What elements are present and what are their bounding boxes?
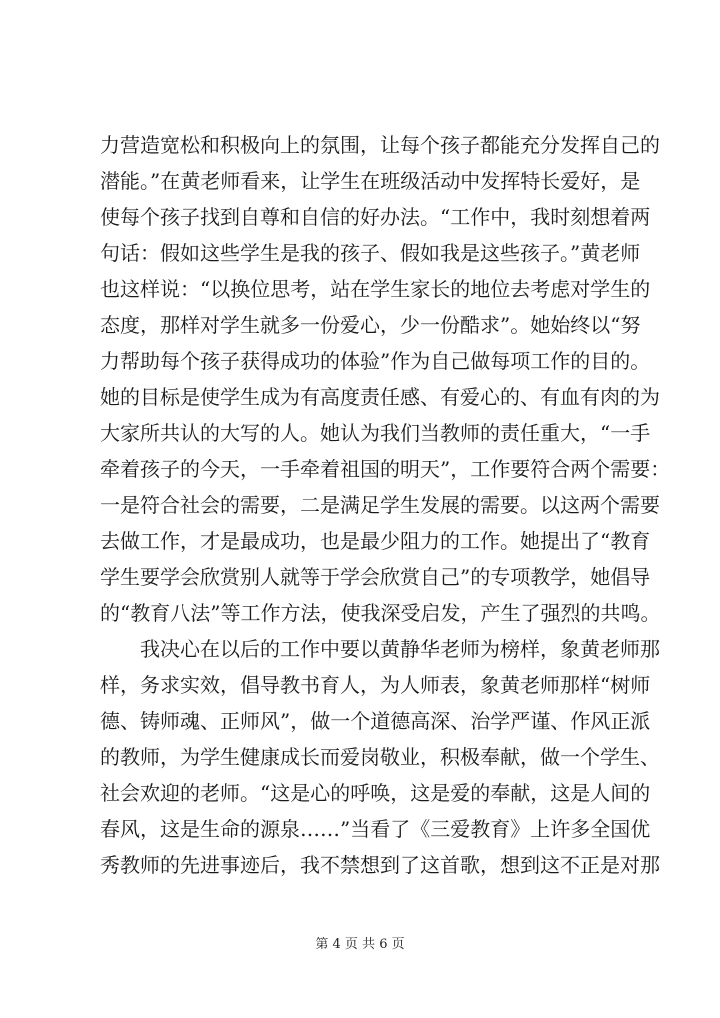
body-text [100, 127, 671, 883]
paragraph-start-line: 我决心在以后的工作中要以黄静华老师为榜样，象黄老师那 [140, 637, 660, 661]
text-line: 态度，那样对学生就多一份爱心，少一份酷求”。她始终以“努 [100, 313, 641, 337]
text-line: 大家所共认的大写的人。她认为我们当教师的责任重大，“一手 [100, 421, 651, 445]
page-number-footer: 第 4 页 共 6 页 [315, 937, 405, 952]
text-line: 的“教育八法”等工作方法，使我深受启发，产生了强烈的共鸣。 [100, 601, 661, 625]
text-line: 句话：假如这些学生是我的孩子、假如我是这些孩子。”黄老师 [100, 241, 641, 265]
text-line: 使每个孩子找到自尊和自信的好办法。“工作中，我时刻想着两 [100, 205, 651, 229]
text-line: 秀教师的先进事迹后，我不禁想到了这首歌，想到这不正是对那 [100, 853, 660, 877]
text-line: 一是符合社会的需要，二是满足学生发展的需要。以这两个需要 [100, 493, 660, 517]
text-line: 春风，这是生命的源泉……”当看了《三爱教育》上许多全国优 [100, 817, 651, 841]
text-line: 样，务求实效，倡导教书育人，为人师表，象黄老师那样“树师 [100, 673, 651, 697]
text-line: 学生要学会欣赏别人就等于学会欣赏自己”的专项教学，她倡导 [100, 565, 651, 589]
text-line: 德、铸师魂、正师风”，做一个道德高深、治学严谨、作风正派 [100, 709, 651, 733]
text-line: 去做工作，才是最成功，也是最少阻力的工作。她提出了“教育 [100, 529, 651, 553]
text-line: 牵着孩子的今天，一手牵着祖国的明天”，工作要符合两个需要： [100, 457, 671, 481]
text-line: 她的目标是使学生成为有高度责任感、有爱心的、有血有肉的为 [100, 385, 660, 409]
text-line: 的教师，为学生健康成长而爱岗敬业，积极奉献，做一个学生、 [100, 745, 660, 769]
text-line: 力营造宽松和积极向上的氛围，让每个孩子都能充分发挥自己的 [100, 133, 660, 157]
text-line: 潜能。”在黄老师看来，让学生在班级活动中发挥特长爱好，是 [100, 169, 641, 193]
text-line: 力帮助每个孩子获得成功的体验”作为自己做每项工作的目的。 [100, 349, 651, 373]
text-line: 社会欢迎的老师。“这是心的呼唤，这是爱的奉献，这是人间的 [100, 781, 651, 805]
text-line: 也这样说：“以换位思考，站在学生家长的地位去考虑对学生的 [100, 277, 651, 301]
